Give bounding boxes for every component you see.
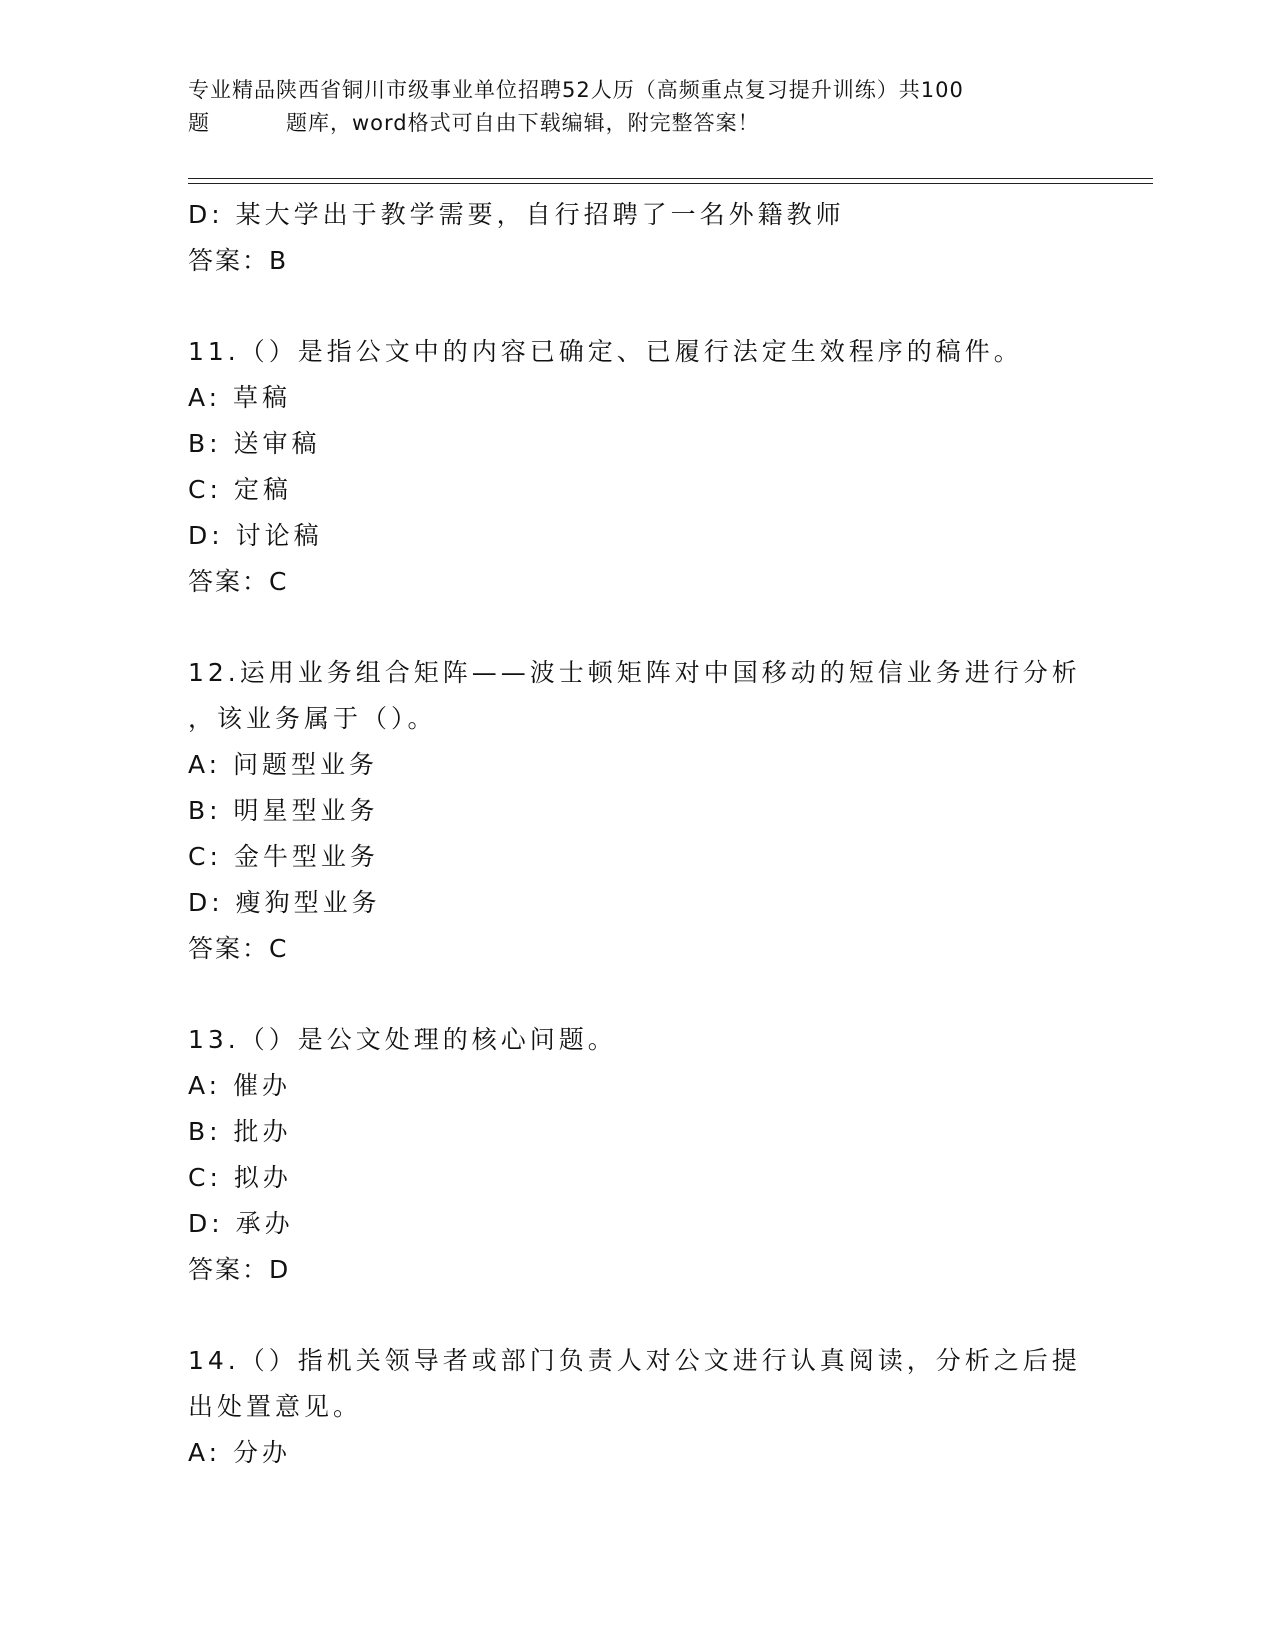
option-a: A: 问题型业务 (188, 750, 379, 779)
answer: 答案：C (188, 567, 289, 596)
answer: 答案：C (188, 934, 289, 963)
question-13 (188, 1017, 1088, 1293)
question-stem-line-2: 出处置意见。 (188, 1392, 363, 1421)
question-14 (188, 1338, 1088, 1476)
option-c: C: 拟办 (188, 1163, 292, 1192)
spacer (188, 972, 1088, 1017)
header-line-2 (188, 107, 1088, 140)
option-d: D: 承办 (188, 1209, 294, 1238)
option-d: D: 瘦狗型业务 (188, 888, 381, 917)
prev-answer: 答案：B (188, 246, 289, 275)
question-stem-line-2: ，该业务属于（）。 (188, 704, 437, 733)
option-c: C: 金牛型业务 (188, 842, 379, 871)
question-stem-line-1: 14.（）指机关领导者或部门负责人对公文进行认真阅读，分析之后提 (188, 1346, 1081, 1375)
spacer (188, 605, 1088, 650)
option-b: B: 送审稿 (188, 429, 321, 458)
option-a: A: 草稿 (188, 383, 292, 412)
header-rule-bottom (188, 183, 1153, 184)
question-stem: 13.（）是公文处理的核心问题。 (188, 1025, 617, 1054)
spacer (188, 284, 1088, 329)
header-line-1: 专业精品陕西省铜川市级事业单位招聘52人历（高频重点复习提升训练）共100 (188, 78, 964, 102)
answer: 答案：D (188, 1255, 291, 1284)
option-d: D: 讨论稿 (188, 521, 323, 550)
question-11 (188, 329, 1088, 605)
header-line-2-left: 题 (188, 111, 210, 135)
header-line-2-right: 题库，word格式可自由下载编辑，附完整答案！ (286, 111, 760, 135)
option-a: A: 分办 (188, 1438, 292, 1467)
option-c: C: 定稿 (188, 475, 292, 504)
option-a: A: 催办 (188, 1071, 292, 1100)
question-12 (188, 650, 1088, 972)
header-rule-top (188, 178, 1153, 179)
document-body (188, 192, 1088, 1476)
question-stem: 11.（）是指公文中的内容已确定、已履行法定生效程序的稿件。 (188, 337, 1023, 366)
spacer (188, 1293, 1088, 1338)
prev-option-d: D: 某大学出于教学需要，自行招聘了一名外籍教师 (188, 200, 845, 229)
option-b: B: 批办 (188, 1117, 292, 1146)
document-header (188, 74, 1088, 140)
question-stem-line-1: 12.运用业务组合矩阵——波士顿矩阵对中国移动的短信业务进行分析 (188, 658, 1081, 687)
option-b: B: 明星型业务 (188, 796, 379, 825)
